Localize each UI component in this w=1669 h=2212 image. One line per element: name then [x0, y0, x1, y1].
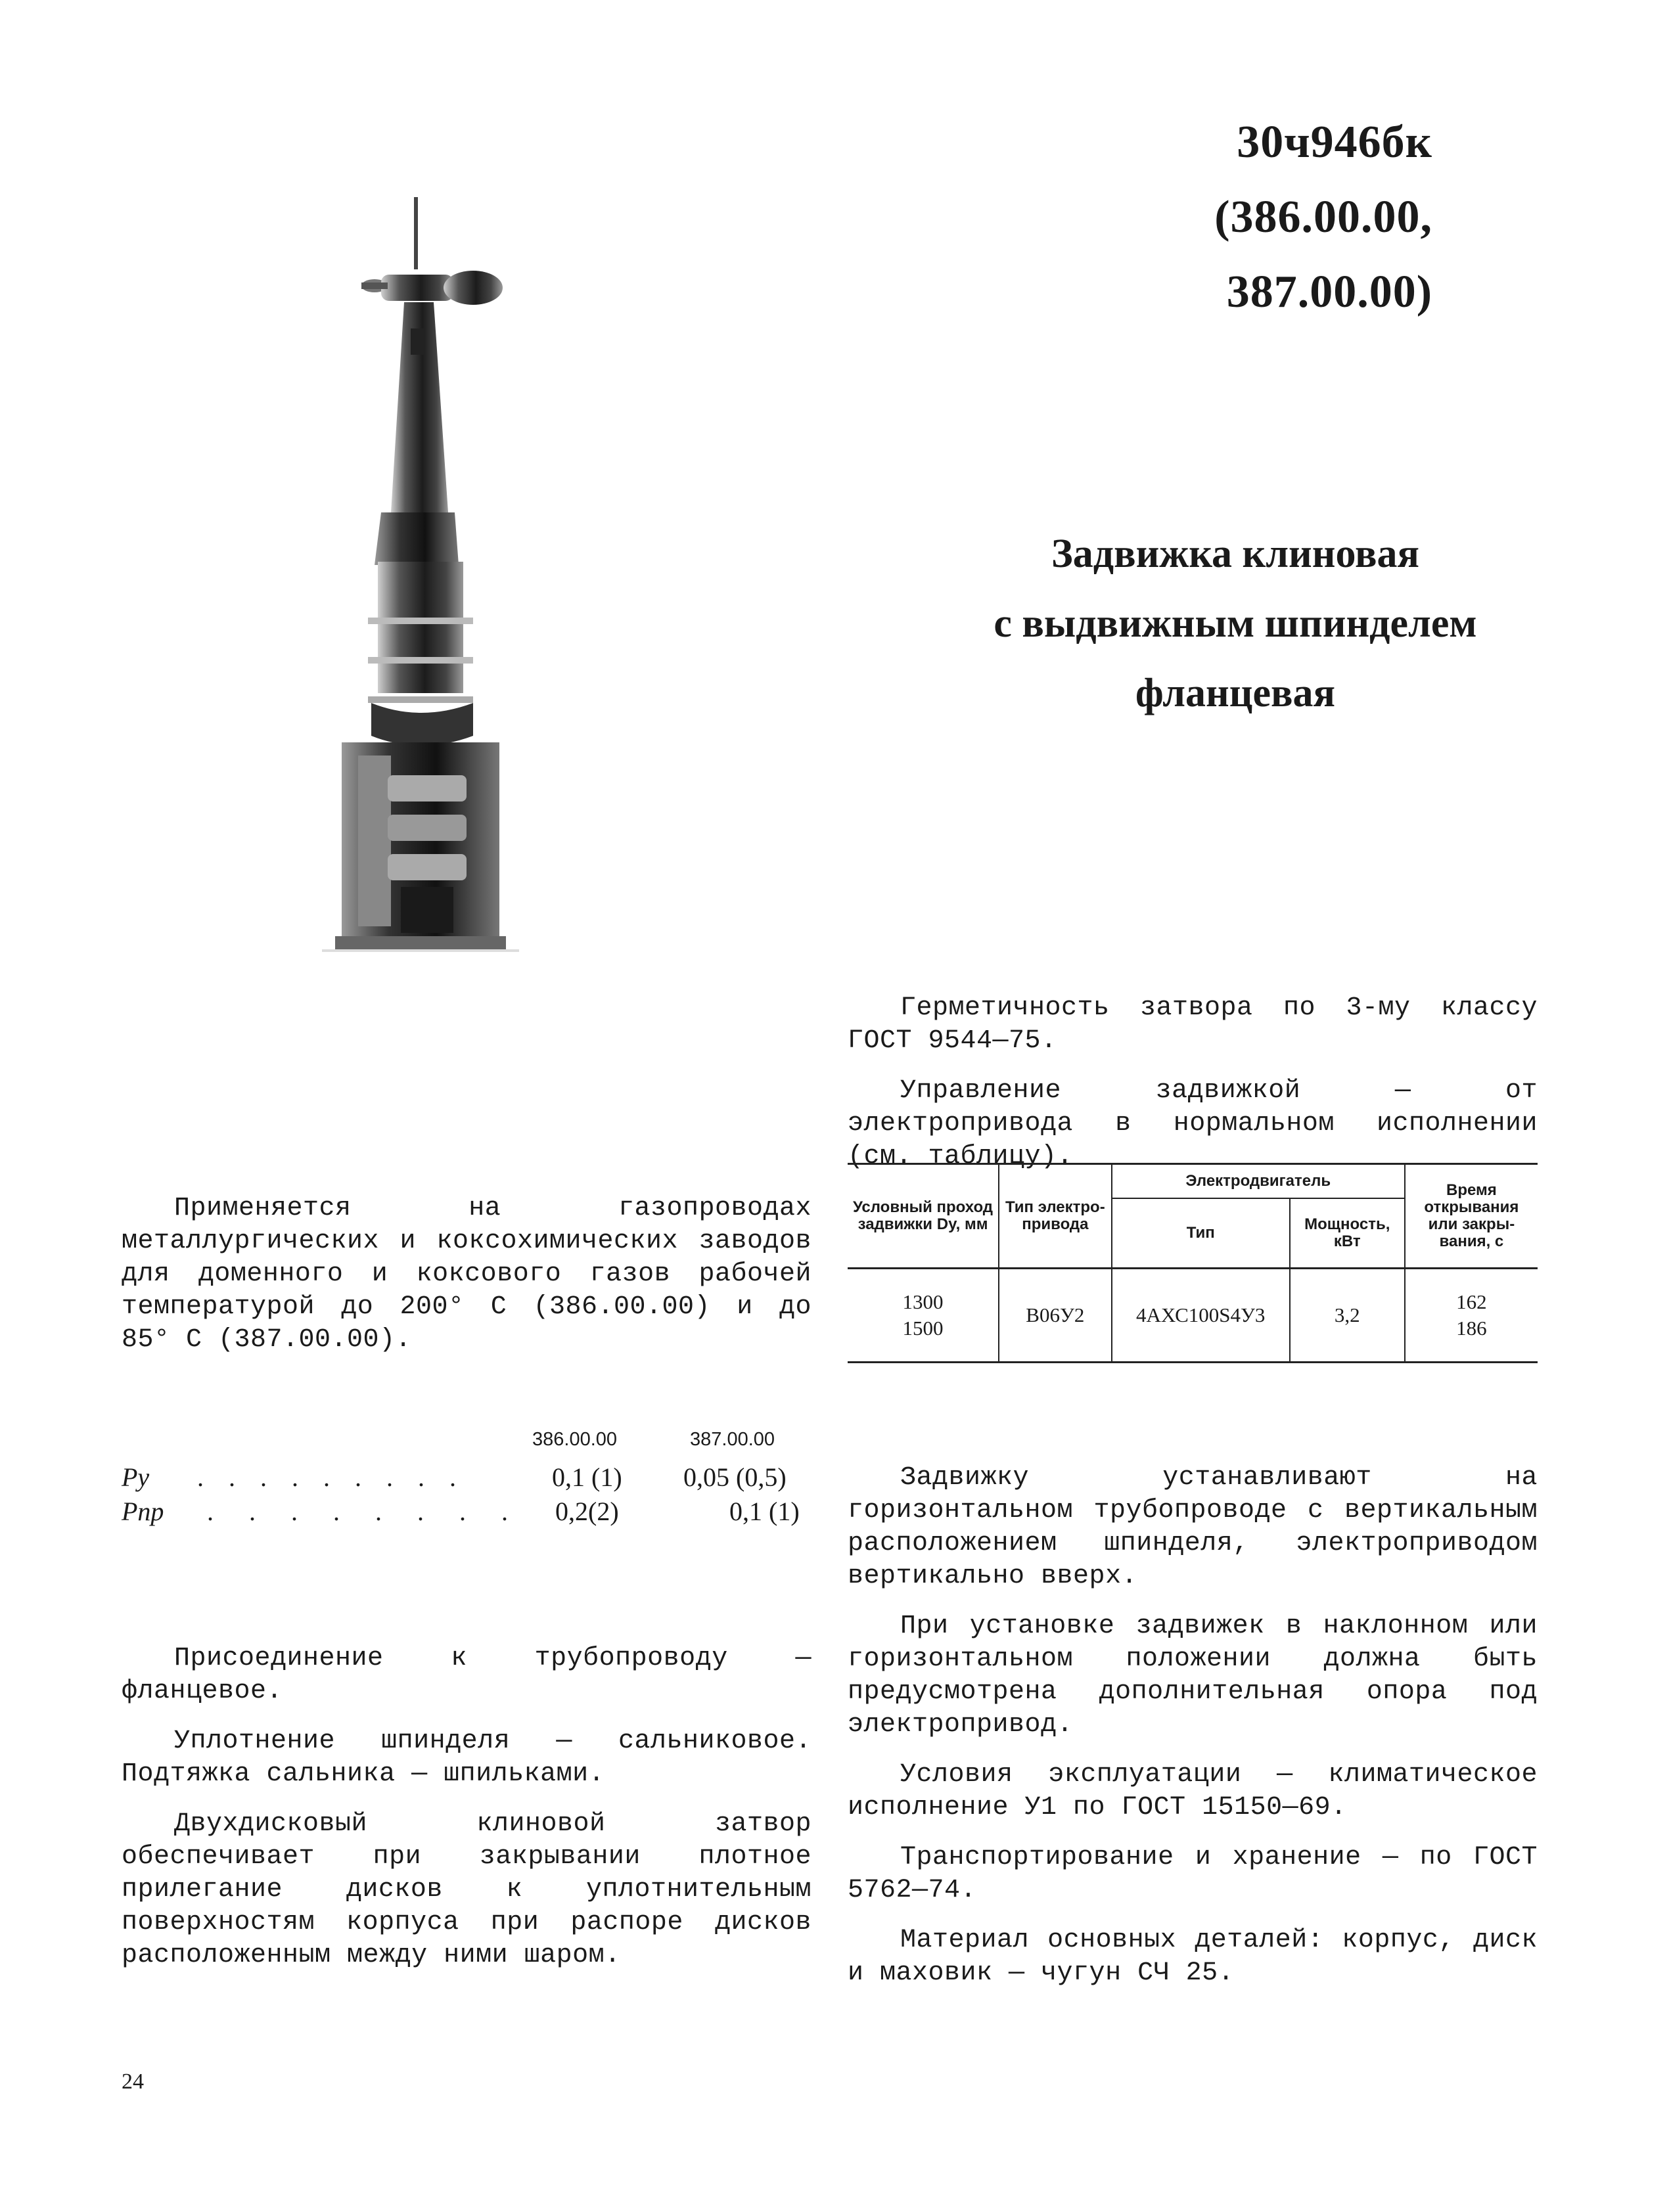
- paragraph: Транспортирование и хранение — по ГОСТ 5762—74.: [848, 1843, 1538, 1905]
- paragraph: Применяется на газопроводах металлургических и коксохимических заводов для доменного и коксового газов рабочей температурой до 200° С (386.00.00) и до 85° С (387.00.00).: [122, 1194, 812, 1355]
- model-code: [1214, 105, 1432, 330]
- pressure-value-b: 0,1 (1): [729, 1497, 800, 1526]
- model-code-line: 387.00.00): [1226, 267, 1432, 317]
- paragraph: Управление задвижкой — от электропривода в нормальном исполнении (см. таблицу).: [848, 1076, 1538, 1171]
- header-dn: Условный проход задвижки Dу, мм: [848, 1164, 999, 1269]
- title-line: Задвижка клиновая: [1051, 531, 1419, 576]
- title-line: с выдвижным шпинделем: [994, 601, 1477, 646]
- paragraph: При установке задвижек в наклонном или горизонтальном положении должна быть предусмотрена дополнительная опора под электропривод.: [848, 1612, 1538, 1740]
- paragraph: Уплотнение шпинделя — сальниковое. Подтяжка сальника — шпильками.: [122, 1727, 812, 1789]
- header-motor-type: Тип: [1112, 1198, 1290, 1269]
- model-code-line: (386.00.00,: [1214, 192, 1432, 242]
- left-text-bottom: [122, 1642, 812, 1989]
- cell-drive: В06У2: [999, 1269, 1112, 1363]
- pressure-row: [122, 1496, 812, 1530]
- cell-motor: 4АХС100S4У3: [1112, 1269, 1290, 1363]
- page-title: [907, 519, 1564, 728]
- table-row: [848, 1269, 1538, 1363]
- paragraph: Присоединение к трубопроводу — фланцевое.: [122, 1644, 812, 1706]
- pressure-col-a: 386.00.00: [532, 1429, 618, 1450]
- header-time: Время открывания или закры-вания, с: [1405, 1164, 1538, 1269]
- pressure-value-a: 0,1 (1): [552, 1462, 622, 1492]
- title-line: фланцевая: [1135, 671, 1336, 715]
- cell-power: 3,2: [1290, 1269, 1405, 1363]
- right-text-bottom: [848, 1462, 1538, 2007]
- paragraph: Герметичность затвора по 3-му классу ГОСТ 9544—75.: [848, 993, 1538, 1056]
- dot-leader: . . . . . . . .: [207, 1497, 522, 1526]
- paragraph: Задвижку устанавливают на горизонтальном трубопроводе с вертикальным расположением шпинделя, электроприводом вертикально вверх.: [848, 1463, 1538, 1591]
- electric-drive-table: [848, 1163, 1538, 1363]
- paragraph: Материал основных деталей: корпус, диск и маховик — чугун СЧ 25.: [848, 1926, 1538, 1988]
- valve-photo-icon: [283, 197, 532, 966]
- page-number: 24: [122, 2069, 144, 2094]
- dot-leader: . . . . . . . . .: [197, 1462, 465, 1492]
- header-drive: Тип электро-привода: [999, 1164, 1112, 1269]
- pressure-label: Pпр: [122, 1497, 164, 1526]
- pressure-value-b: 0,05 (0,5): [683, 1462, 787, 1492]
- paragraph: Двухдисковый клиновой затвор обеспечивает при закрывании плотное прилегание дисков к уплотнительным поверхностям корпуса при распоре дисков расположенным между ними шаром.: [122, 1809, 812, 1970]
- cell-dn: 1300 1500: [848, 1269, 999, 1363]
- header-power: Мощность, кВт: [1290, 1198, 1405, 1269]
- pressure-col-b: 387.00.00: [690, 1429, 775, 1450]
- model-code-line: 30ч946бк: [1237, 117, 1432, 168]
- header-motor-group: Электродвигатель: [1112, 1164, 1405, 1199]
- cell-time: 162 186: [1405, 1269, 1538, 1363]
- right-text-top: [848, 992, 1538, 1190]
- pressure-table: [122, 1429, 812, 1530]
- paragraph: Условия эксплуатации — климатическое исполнение У1 по ГОСТ 15150—69.: [848, 1760, 1538, 1822]
- pressure-value-a: 0,2(2): [555, 1497, 619, 1526]
- pressure-label: Pу: [122, 1462, 150, 1492]
- left-intro: [122, 1192, 812, 1374]
- pressure-row: [122, 1462, 812, 1496]
